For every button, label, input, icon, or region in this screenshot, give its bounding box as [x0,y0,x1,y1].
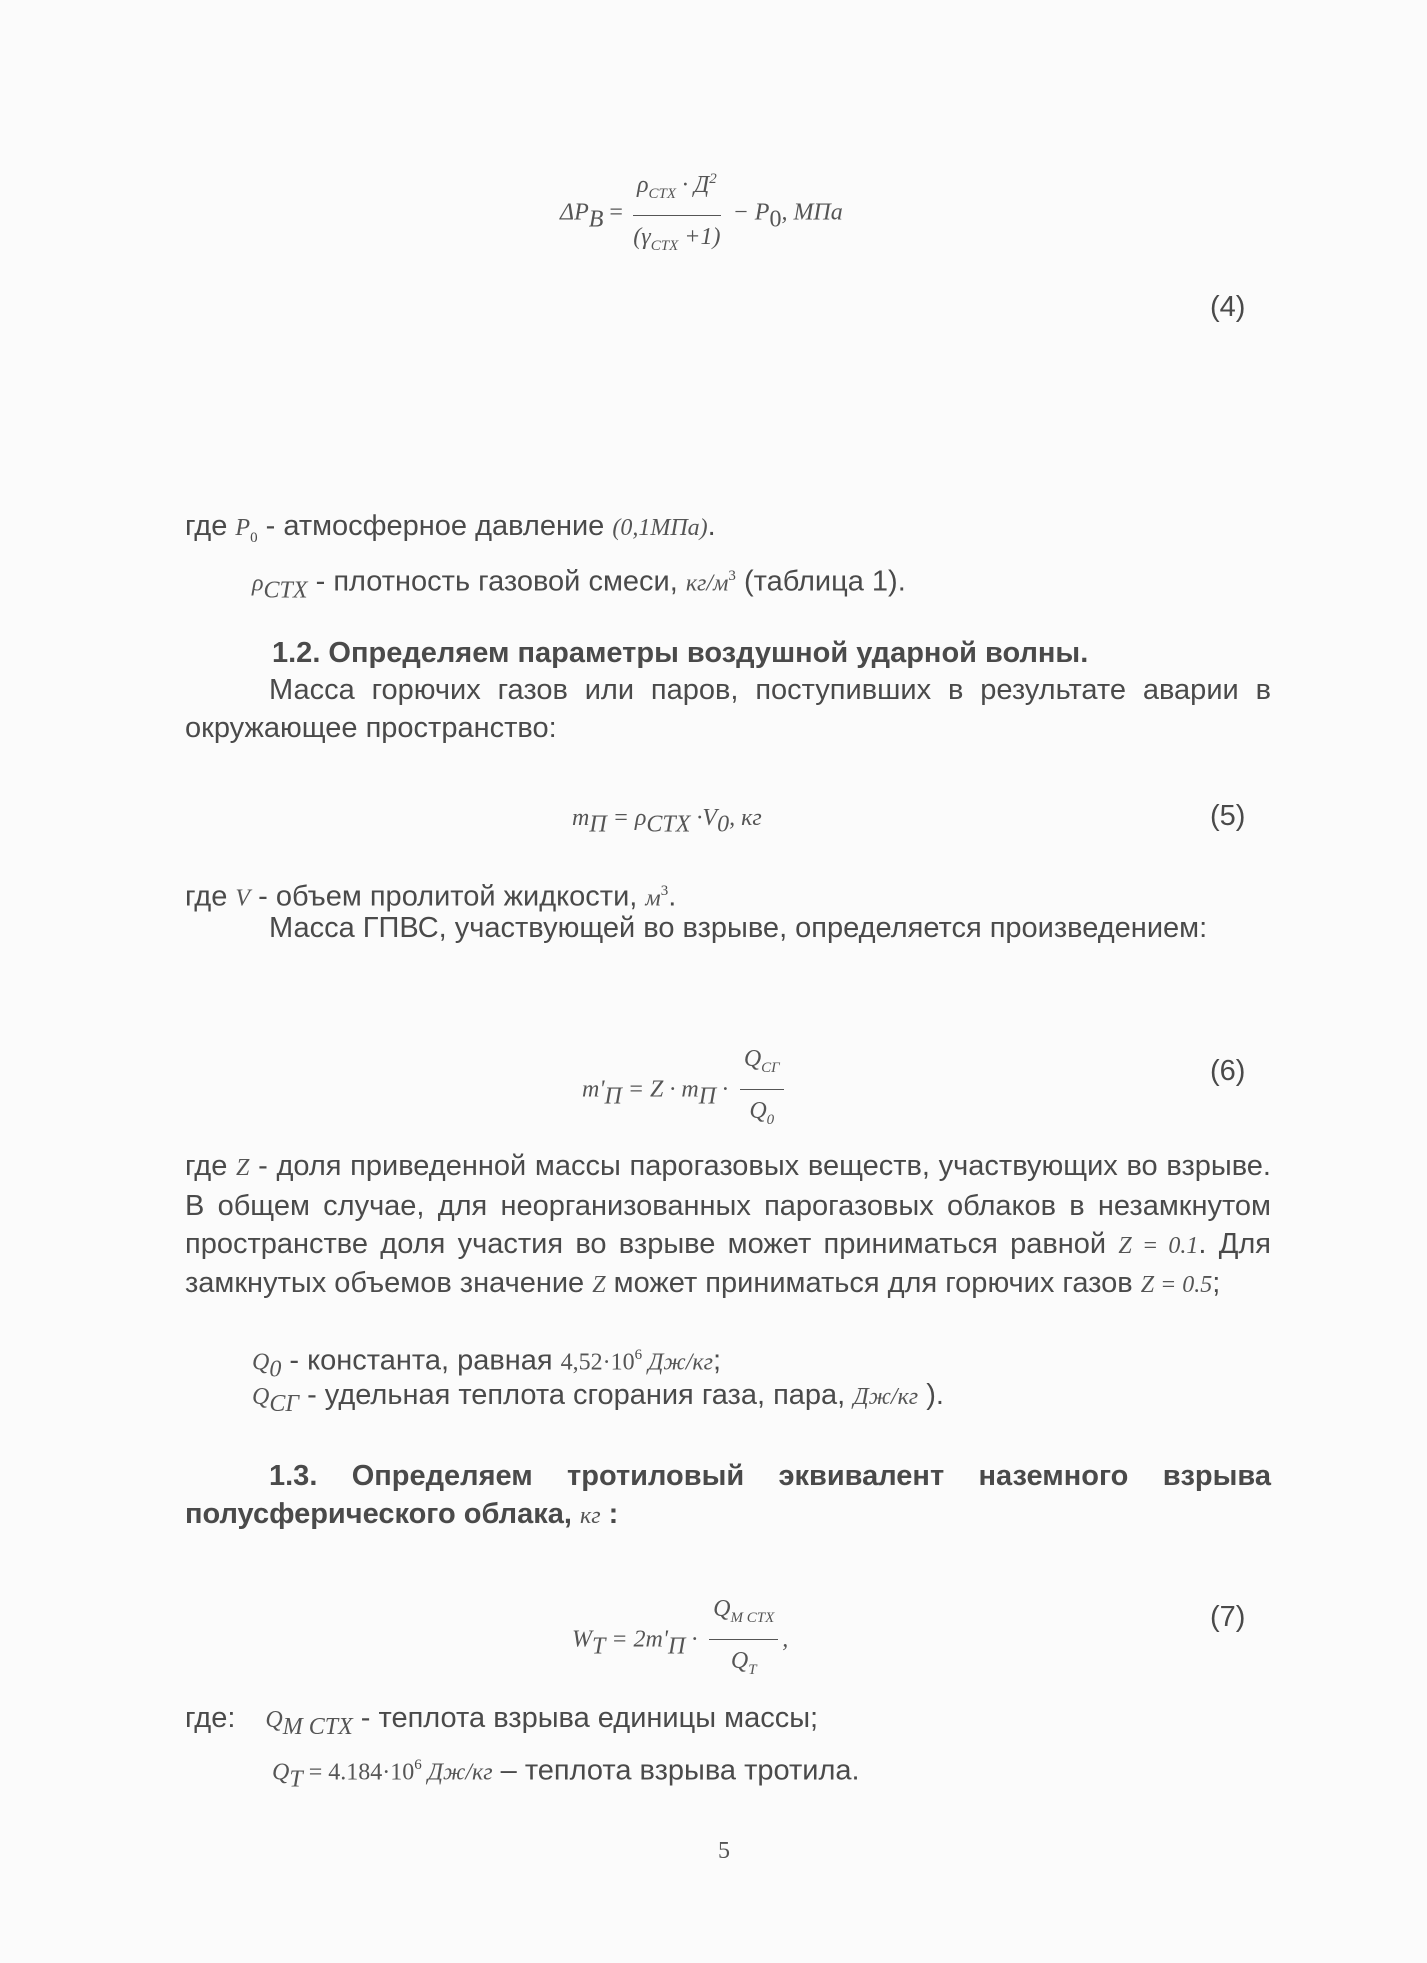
f6-num-sub: СГ [761,1059,780,1076]
f6-den: Q [749,1097,767,1124]
f6-den-sub: 0 [766,1111,775,1128]
f4-tail-sub: 0 [769,206,782,233]
p0-symbol: P [235,515,251,541]
formula-6 [582,1040,788,1139]
f7-den: Q [730,1647,749,1674]
f4-unit: , МПа [781,199,843,226]
qt-symbol: Q [272,1759,290,1786]
gpvs-paragraph: Масса ГПВС, участвующей во взрыве, определяется произведением: [269,912,1208,944]
rho-text: - плотность газовой смеси, [307,565,686,598]
f5-mid-sub: СТХ [646,811,691,838]
rho-symbol: ρ [252,570,264,597]
v-prefix: где [185,880,236,913]
z-text-3: может приниматься для горючих газов [605,1267,1141,1300]
f6-fraction [740,1040,784,1139]
f7-mid-sub: П [668,1633,686,1660]
p0-end: . [707,510,716,542]
equation-number-7: (7) [1210,1601,1246,1633]
qm-definition [185,1699,818,1746]
f4-den-close: +1) [678,223,721,250]
f4-num-rest: · Д [676,172,710,198]
z-paragraph [185,1148,1271,1305]
section-1-3-heading [185,1458,1271,1536]
qm-symbol: Q [265,1707,283,1733]
f7-dot: · [685,1626,698,1653]
f4-den: (γ [633,223,651,250]
f4-tail: − P [732,199,770,226]
p0-text: - атмосферное давление [257,510,613,542]
qsg-symbol: Q [252,1384,270,1410]
f6-mid: = Z · m [621,1076,699,1103]
q0-end: ; [713,1344,722,1377]
f4-fraction [633,160,721,265]
f6-lhs: m' [582,1076,605,1103]
qt-text: – теплота взрыва тротила. [492,1754,860,1787]
v-unit: м [645,885,661,912]
q0-symbol-sub: 0 [269,1356,282,1383]
qt-value-sup: 6 [414,1757,422,1773]
z-text-1: - доля приведенной массы парогазовых веществ, участвующих во взрыве. В общем случае, для неорганизованных парогазовых облаков в незамкнутом пространстве доля участия во взрыве может приниматься равной [185,1150,1271,1260]
z-prefix: где [185,1150,237,1182]
qsg-definition [252,1376,944,1423]
q0-symbol: Q [252,1349,270,1376]
rho-end: (таблица 1). [735,565,906,598]
f7-num-sub: M СТХ [730,1609,775,1626]
f7-mid: = 2m' [605,1626,669,1653]
f7-num: Q [713,1596,731,1622]
equation-number-4: (4) [1210,291,1246,323]
qt-definition [272,1746,860,1798]
section-1-3-unit: кг [579,1502,601,1529]
f5-unit: , кг [729,805,762,831]
formula-7 [572,1590,788,1689]
q0-value: 4,52·10 [560,1349,635,1376]
z-text-2: . Для замкнутых объемов значение [185,1227,1271,1300]
qsg-end: ). [918,1379,944,1411]
qsg-unit: Дж/кг [853,1384,919,1410]
section-1-2-paragraph: Масса горючих газов или паров, поступивших в результате аварии в окружающее пространство: [185,674,1271,744]
f6-dot: · [716,1076,729,1103]
f5-rest-sub: 0 [717,811,730,838]
f7-end: , [782,1626,789,1653]
f5-mid: = ρ [606,805,647,831]
f5-lhs-sub: П [589,811,607,838]
f4-lhs-sub: В [588,206,604,233]
q0-text: - константа, равная [281,1344,561,1377]
f4-num: ρ [636,172,649,198]
equation-number-6: (6) [1210,1055,1246,1087]
qm-text: - теплота взрыва единицы массы; [352,1702,819,1734]
qt-unit: Дж/кг [421,1759,493,1786]
v-end: . [668,880,677,913]
f7-den-sub: Т [748,1661,757,1678]
f4-den-sub: СТХ [650,237,679,254]
page-number: 5 [718,1838,730,1864]
section-1-3-end: : [600,1497,619,1530]
q0-value-sup: 6 [634,1347,643,1363]
rho-definition [252,557,906,609]
qt-value: = 4.184·10 [302,1759,415,1786]
formula-4: $\Delta P_В$ = $\frac{\rho_{СТХ} \cdot Д^2}{(\gamma_{СТХ} +1)}$ − $P_0$, МПа [560,160,843,265]
qm-prefix: где: [185,1702,236,1734]
p0-symbol-sub: 0 [250,529,258,546]
qsg-symbol-sub: СГ [269,1390,300,1417]
v-symbol: V [235,885,251,912]
f7-fraction [709,1590,778,1689]
f7-lhs-sub: Т [592,1633,606,1660]
section-1-3-text: 1.3. Определяем тротиловый эквивалент наземного взрыва полусферического облака, [185,1460,1271,1530]
equation-number-5: (5) [1210,800,1246,832]
f7-lhs: W [572,1626,592,1653]
p0-definition [185,507,716,557]
f6-mid-sub: П [698,1083,717,1110]
f5-rest: ·V [690,805,718,831]
z-value-1: Z = 0.1 [1118,1232,1199,1259]
p0-prefix: где [185,510,236,542]
qt-symbol-sub: Т [289,1766,303,1793]
p0-value: (0,1МПа) [612,515,708,541]
f4-num-sup: 2 [709,171,717,187]
rho-symbol-sub: СТХ [263,577,308,604]
v-unit-sup: 3 [660,883,669,899]
rho-unit-sup: 3 [728,568,736,584]
f6-num: Q [743,1046,762,1072]
formula-5 [572,797,762,844]
q0-unit: Дж/кг [642,1349,713,1376]
z-symbol-2: Z [592,1272,606,1299]
z-value-2: Z = 0.5 [1140,1272,1213,1299]
f5-lhs: m [572,805,590,831]
section-1-2-heading: 1.2. Определяем параметры воздушной ударной волны. [272,637,1089,669]
f4-lhs: ΔP [560,199,589,226]
f6-lhs-sub: П [604,1083,622,1110]
f4-num-sub: СТХ [648,185,677,202]
rho-unit: кг/м [685,570,729,597]
z-text-4: ; [1212,1267,1221,1300]
qsg-text: - удельная теплота сгорания газа, пара, [299,1379,854,1411]
qm-symbol-sub: M СТХ [282,1713,353,1740]
z-symbol: Z [236,1155,250,1181]
v-text: - объем пролитой жидкости, [250,880,646,913]
